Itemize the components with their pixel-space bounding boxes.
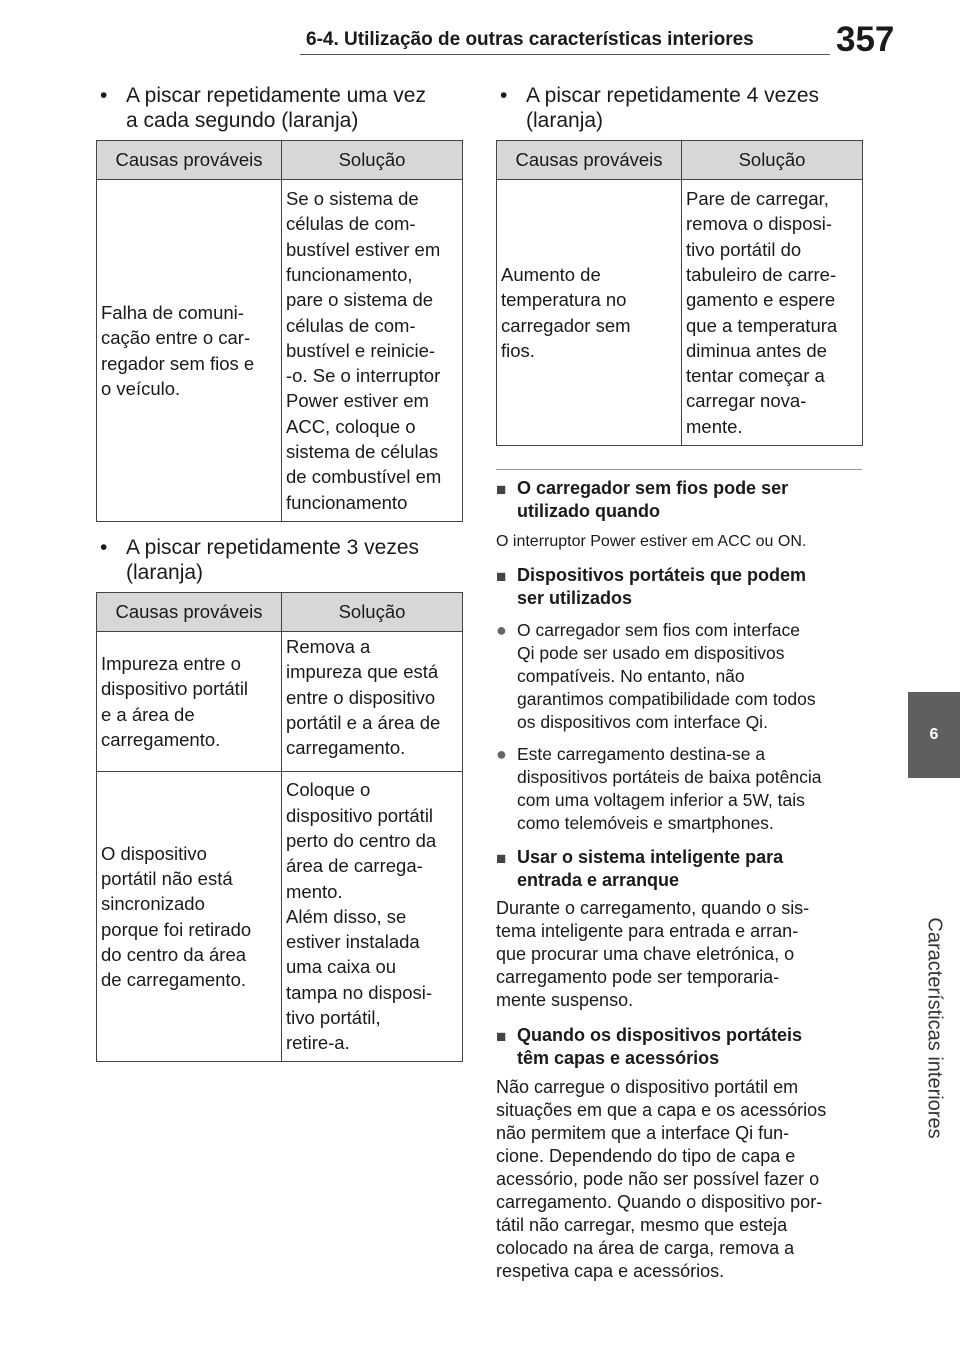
heading-line: Dispositivos portáteis que podem xyxy=(517,565,807,585)
cell-line: tabuleiro de carre- xyxy=(686,263,837,285)
cell-line: temperatura no xyxy=(501,289,627,311)
body-line: tema inteligente para entrada e arran- xyxy=(496,921,799,941)
square-bullet-icon: ■ xyxy=(496,567,507,586)
table-header-solution: Solução xyxy=(282,593,463,632)
square-bullet-icon: ■ xyxy=(496,480,507,499)
cell-line: de combustível em xyxy=(286,466,442,488)
cell-line: que a temperatura xyxy=(686,314,838,336)
cause-cell xyxy=(97,772,282,1062)
cell-line: carregamento. xyxy=(286,737,406,759)
cell-line: impureza que está xyxy=(286,661,439,683)
solution-cell xyxy=(282,180,463,522)
cell-line: retire-a. xyxy=(286,1032,350,1054)
item-line: O carregador sem fios com interface xyxy=(517,620,801,640)
cell-line: fios. xyxy=(501,339,535,361)
chapter-tab xyxy=(908,692,960,778)
cell-line: carregar nova- xyxy=(686,390,807,412)
bullet-line: a cada segundo (laranja) xyxy=(126,109,359,132)
cell-line: carregamento. xyxy=(101,728,221,750)
cause-cell xyxy=(497,180,682,446)
cell-line: Além disso, se xyxy=(286,905,407,927)
heading-line: Usar o sistema inteligente para xyxy=(517,847,784,867)
cell-line: Power estiver em xyxy=(286,390,429,412)
cause-cell xyxy=(97,180,282,522)
heading-line: O carregador sem fios pode ser xyxy=(517,478,789,498)
cell-line: estiver instalada xyxy=(286,931,420,953)
circle-bullet-icon: ● xyxy=(496,744,507,764)
section-title: 6-4. Utilização de outras características interiores xyxy=(306,29,754,50)
cell-line: dispositivo portátil xyxy=(286,804,434,826)
causes-table-3 xyxy=(496,140,863,446)
body-line: cione. Dependendo do tipo de capa e xyxy=(496,1146,796,1166)
solution-cell xyxy=(682,180,863,446)
cell-line: sincronizado xyxy=(101,893,205,915)
table-header-causes: Causas prováveis xyxy=(97,593,282,632)
body-line: colocado na área de carga, remova a xyxy=(496,1238,795,1258)
body-line: mente suspenso. xyxy=(496,990,634,1010)
cell-line: células de com- xyxy=(286,213,416,235)
body-line: situações em que a capa e os acessórios xyxy=(496,1100,827,1120)
cell-line: de carregamento. xyxy=(101,969,247,991)
cell-line: perto do centro da xyxy=(286,829,437,851)
cell-line: carregador sem xyxy=(501,314,631,336)
item-line: garantimos compatibilidade com todos xyxy=(517,689,816,709)
body-paragraph xyxy=(496,897,862,1012)
cell-line: tentar começar a xyxy=(686,365,825,387)
cell-line: Pare de carregar, xyxy=(686,188,829,210)
bullet-blink-once xyxy=(100,83,470,133)
cell-line: mente. xyxy=(686,415,743,437)
cell-line: mento. xyxy=(286,880,343,902)
cell-line: porque foi retirado xyxy=(101,918,252,940)
header-rule xyxy=(300,54,830,55)
cell-line: Falha de comuni- xyxy=(101,301,244,323)
cell-line: Coloque o xyxy=(286,779,371,801)
heading-line: utilizado quando xyxy=(517,501,660,521)
cell-line: uma caixa ou xyxy=(286,956,397,978)
cell-line: sistema de células xyxy=(286,441,439,463)
heading-line: Quando os dispositivos portáteis xyxy=(517,1025,803,1045)
cell-line: cação entre o car- xyxy=(101,327,251,349)
item-line: os dispositivos com interface Qi. xyxy=(517,712,768,732)
table-header-causes: Causas prováveis xyxy=(497,141,682,180)
cell-line: área de carrega- xyxy=(286,855,423,877)
table-row xyxy=(97,632,463,772)
bullet-blink-3 xyxy=(100,535,470,585)
cause-cell xyxy=(97,632,282,772)
body-line: carregamento. Quando o dispositivo por- xyxy=(496,1192,823,1212)
bullet-line: (laranja) xyxy=(526,109,604,132)
cell-line: gamento e espere xyxy=(686,289,836,311)
cell-line: tampa no disposi- xyxy=(286,981,433,1003)
cell-line: dispositivo portátil xyxy=(101,678,249,700)
bullet-symbol: • xyxy=(100,536,108,559)
table-row xyxy=(97,180,463,522)
cell-line: Impureza entre o xyxy=(101,652,241,674)
solution-cell xyxy=(282,632,463,772)
cell-line: bustível estiver em xyxy=(286,238,441,260)
cell-line: portátil e a área de xyxy=(286,711,441,733)
square-bullet-icon: ■ xyxy=(496,849,507,868)
cell-line: o veículo. xyxy=(101,377,181,399)
cell-line: tivo portátil do xyxy=(686,238,802,260)
body-paragraph xyxy=(496,1076,862,1283)
item-line: Este carregamento destina-se a xyxy=(517,744,766,764)
cell-line: funcionamento, xyxy=(286,263,413,285)
cell-line: -o. Se o interruptor xyxy=(286,365,441,387)
bullet-line: (laranja) xyxy=(126,561,204,584)
item-line: com uma voltagem inferior a 5W, tais xyxy=(517,790,805,810)
table-row xyxy=(497,180,863,446)
cell-line: do centro da área xyxy=(101,943,247,965)
cell-line: funcionamento xyxy=(286,491,408,513)
cell-line: diminua antes de xyxy=(686,339,827,361)
heading-line: entrada e arranque xyxy=(517,870,680,890)
cell-line: Aumento de xyxy=(501,263,601,285)
bullet-blink-4 xyxy=(500,83,870,133)
page-number: 357 xyxy=(836,20,895,59)
square-bullet-icon: ■ xyxy=(496,1027,507,1046)
cell-line: portátil não está xyxy=(101,867,233,889)
table-header-causes: Causas prováveis xyxy=(97,141,282,180)
cell-line: entre o dispositivo xyxy=(286,686,436,708)
chapter-number: 6 xyxy=(929,726,939,743)
section-divider xyxy=(496,469,862,470)
body-line: carregamento pode ser temporaria- xyxy=(496,967,780,987)
bullet-line: A piscar repetidamente uma vez xyxy=(126,84,426,107)
bullet-line: A piscar repetidamente 3 vezes xyxy=(126,536,419,559)
cell-line: regador sem fios e xyxy=(101,352,255,374)
cell-line: O dispositivo xyxy=(101,842,207,864)
bullet-symbol: • xyxy=(500,84,508,107)
chapter-label: Características interiores xyxy=(923,917,946,1139)
bullet-line: A piscar repetidamente 4 vezes xyxy=(526,84,819,107)
causes-table-2 xyxy=(96,592,463,1062)
body-line: Não carregue o dispositivo portátil em xyxy=(496,1077,799,1097)
cell-line: bustível e reinicie- xyxy=(286,339,436,361)
cell-line: Remova a xyxy=(286,636,371,657)
cell-line: ACC, coloque o xyxy=(286,415,416,437)
cell-line: células de com- xyxy=(286,314,416,336)
item-line: como telemóveis e smartphones. xyxy=(517,813,774,833)
body-line: que procurar uma chave eletrónica, o xyxy=(496,944,795,964)
table-header-solution: Solução xyxy=(282,141,463,180)
body-line: acessório, pode não ser possível fazer o xyxy=(496,1169,820,1189)
heading-line: ser utilizados xyxy=(517,588,633,608)
bullet-symbol: • xyxy=(100,84,108,107)
body-text: O interruptor Power estiver em ACC ou ON. xyxy=(496,533,807,550)
cell-line: e a área de xyxy=(101,703,195,725)
body-line: não permitem que a interface Qi fun- xyxy=(496,1123,790,1143)
cell-line: remova o disposi- xyxy=(686,213,833,235)
solution-cell xyxy=(282,772,463,1062)
cell-line: Se o sistema de xyxy=(286,188,419,210)
heading-line: têm capas e acessórios xyxy=(517,1048,720,1068)
item-line: Qi pode ser usado em dispositivos xyxy=(517,643,785,663)
body-line: tátil não carregar, mesmo que esteja xyxy=(496,1215,788,1235)
cell-line: tivo portátil, xyxy=(286,1007,381,1029)
item-line: compatíveis. No entanto, não xyxy=(517,666,745,686)
item-line: dispositivos portáteis de baixa potência xyxy=(517,767,822,787)
circle-bullet-icon: ● xyxy=(496,620,507,640)
causes-table-1 xyxy=(96,140,463,522)
body-line: respetiva capa e acessórios. xyxy=(496,1261,725,1281)
table-row xyxy=(97,772,463,1062)
body-line: Durante o carregamento, quando o sis- xyxy=(496,898,810,918)
cell-line: pare o sistema de xyxy=(286,289,434,311)
table-header-solution: Solução xyxy=(682,141,863,180)
